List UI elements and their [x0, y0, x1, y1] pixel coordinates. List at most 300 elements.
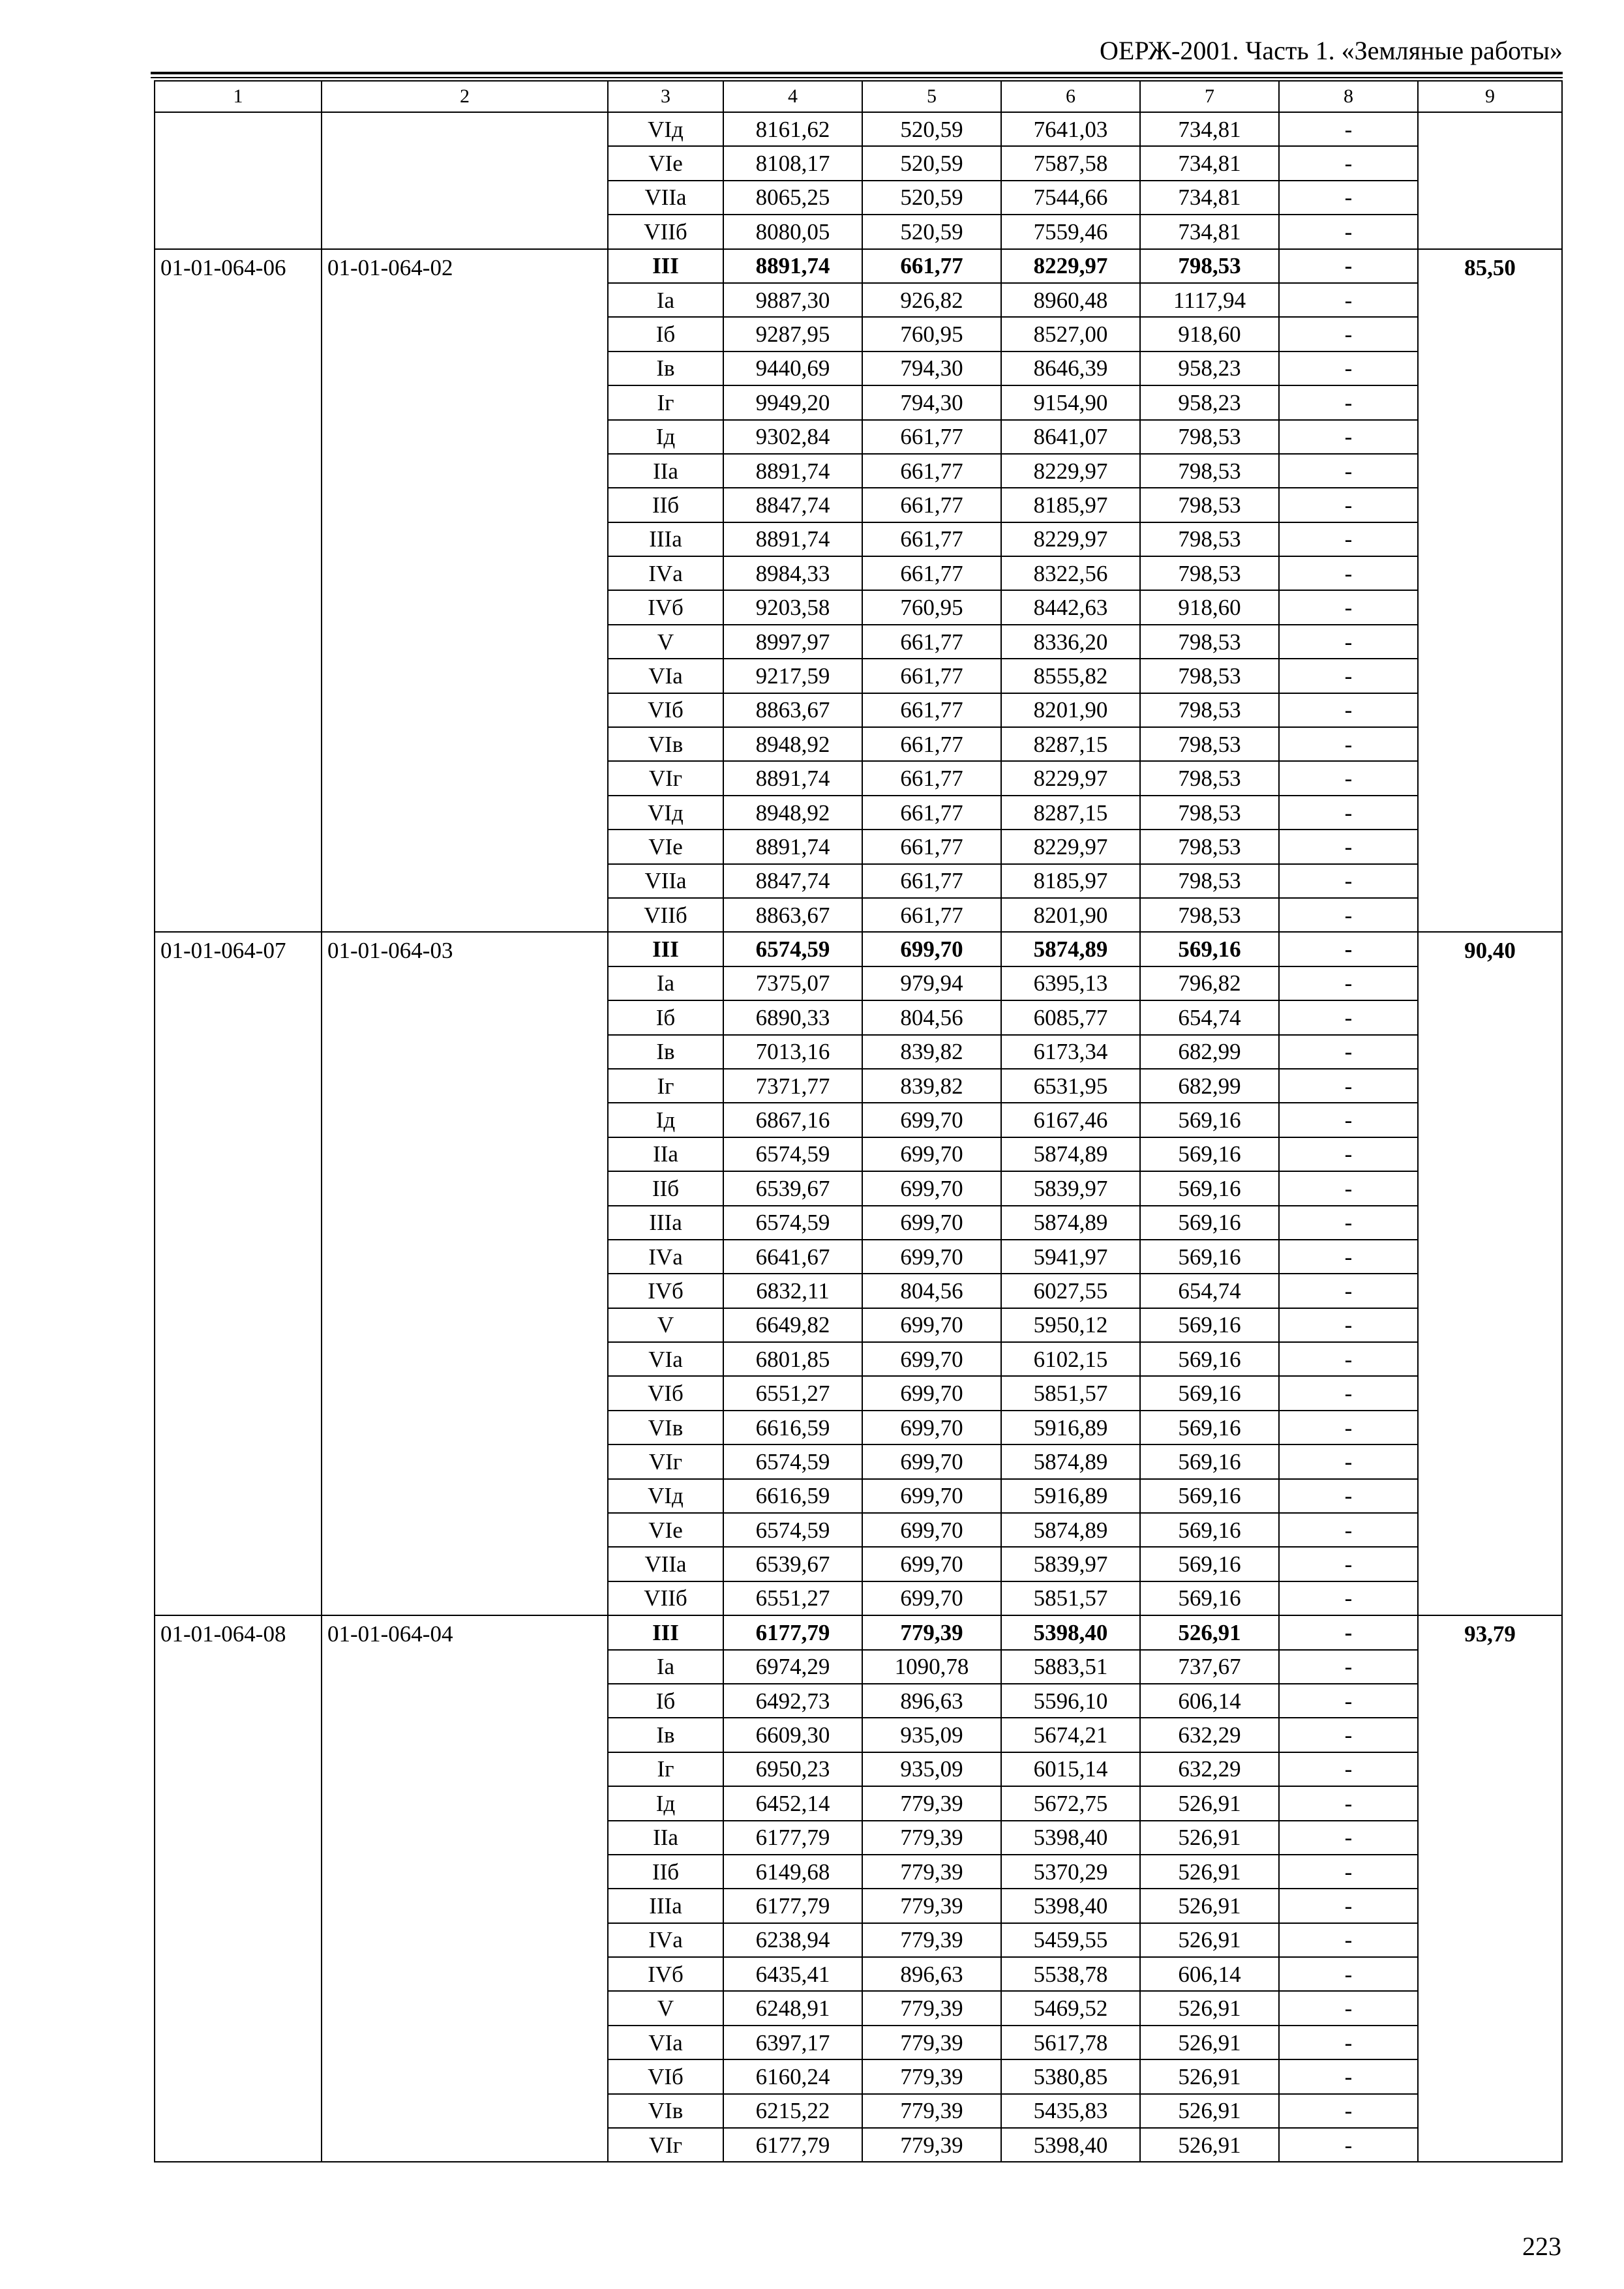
data-cell-col5: 794,30	[862, 352, 1001, 385]
data-cell-col7: 569,16	[1140, 1581, 1279, 1615]
data-cell-col4: 6574,59	[723, 1137, 862, 1171]
data-cell-col6: 5672,75	[1001, 1786, 1140, 1820]
data-cell-col4: 7375,07	[723, 966, 862, 1000]
data-cell-col8: -	[1279, 1718, 1418, 1752]
data-cell-col7: 737,67	[1140, 1650, 1279, 1684]
data-cell-col4: 6149,68	[723, 1855, 862, 1889]
table-row	[155, 112, 1562, 146]
data-cell-col5: 661,77	[862, 830, 1001, 863]
data-cell-col3: VIб	[608, 1376, 723, 1410]
data-cell-col6: 5874,89	[1001, 1513, 1140, 1547]
data-cell-col5: 804,56	[862, 1000, 1001, 1034]
page-number: 223	[1522, 2232, 1561, 2261]
data-cell-col4: 6452,14	[723, 1786, 862, 1820]
data-cell-col4: 9887,30	[723, 283, 862, 317]
data-cell-col4: 6974,29	[723, 1650, 862, 1684]
data-cell-col7: 734,81	[1140, 215, 1279, 248]
data-cell-col8: -	[1279, 796, 1418, 830]
data-cell-col8: -	[1279, 1342, 1418, 1376]
data-cell-col3: Iв	[608, 1718, 723, 1752]
data-cell-col6: 6167,46	[1001, 1103, 1140, 1137]
data-cell-col3: Iв	[608, 1035, 723, 1069]
data-cell-col5: 779,39	[862, 2094, 1001, 2128]
data-cell-col3: V	[608, 1991, 723, 2025]
data-cell-col8: -	[1279, 590, 1418, 624]
data-cell-col8: -	[1279, 1786, 1418, 1820]
data-cell-col4: 9287,95	[723, 317, 862, 351]
data-cell-col6: 5941,97	[1001, 1240, 1140, 1274]
data-cell-col5: 779,39	[862, 1991, 1001, 2025]
column-number: 1	[155, 81, 322, 112]
norm-code-cell	[155, 112, 322, 249]
data-cell-col4: 8161,62	[723, 112, 862, 146]
data-cell-col6: 5883,51	[1001, 1650, 1140, 1684]
data-cell-col3: VIд	[608, 1479, 723, 1513]
data-cell-col8: -	[1279, 1957, 1418, 1991]
data-cell-col8: -	[1279, 522, 1418, 556]
data-cell-col6: 8229,97	[1001, 830, 1140, 863]
data-cell-col4: 6890,33	[723, 1000, 862, 1034]
data-cell-col7: 682,99	[1140, 1035, 1279, 1069]
data-cell-col5: 661,77	[862, 454, 1001, 488]
data-cell-col3: IIIа	[608, 522, 723, 556]
data-cell-col8: -	[1279, 1137, 1418, 1171]
data-cell-col4: 6574,59	[723, 932, 862, 966]
data-cell-col4: 8891,74	[723, 522, 862, 556]
data-cell-col4: 6616,59	[723, 1411, 862, 1444]
data-cell-col6: 6102,15	[1001, 1342, 1140, 1376]
data-cell-col7: 798,53	[1140, 659, 1279, 693]
data-cell-col8: -	[1279, 1991, 1418, 2025]
data-cell-col7: 569,16	[1140, 1513, 1279, 1547]
data-cell-col7: 958,23	[1140, 352, 1279, 385]
data-cell-col6: 5435,83	[1001, 2094, 1140, 2128]
data-cell-col3: III	[608, 249, 723, 283]
data-cell-col8: -	[1279, 1376, 1418, 1410]
data-cell-col7: 632,29	[1140, 1718, 1279, 1752]
data-cell-col8: -	[1279, 1069, 1418, 1103]
data-cell-col8: -	[1279, 1581, 1418, 1615]
data-cell-col6: 7544,66	[1001, 181, 1140, 215]
data-cell-col7: 569,16	[1140, 1103, 1279, 1137]
data-cell-col4: 6609,30	[723, 1718, 862, 1752]
data-cell-col3: Iг	[608, 1069, 723, 1103]
column-number: 7	[1140, 81, 1279, 112]
data-cell-col5: 699,70	[862, 1240, 1001, 1274]
data-cell-col8: -	[1279, 1650, 1418, 1684]
data-cell-col8: -	[1279, 1821, 1418, 1855]
data-cell-col6: 8201,90	[1001, 898, 1140, 932]
base-code-cell: 01-01-064-02	[322, 249, 608, 933]
data-cell-col7: 632,29	[1140, 1752, 1279, 1786]
data-cell-col6: 8201,90	[1001, 693, 1140, 727]
data-cell-col8: -	[1279, 1103, 1418, 1137]
data-cell-col7: 569,16	[1140, 1411, 1279, 1444]
data-cell-col8: -	[1279, 727, 1418, 761]
data-cell-col3: VIг	[608, 761, 723, 795]
data-cell-col4: 6177,79	[723, 2128, 862, 2162]
data-cell-col8: -	[1279, 1479, 1418, 1513]
data-cell-col8: -	[1279, 966, 1418, 1000]
data-cell-col5: 699,70	[862, 1547, 1001, 1581]
data-cell-col8: -	[1279, 2026, 1418, 2059]
data-cell-col4: 8080,05	[723, 215, 862, 248]
data-cell-col4: 8847,74	[723, 488, 862, 522]
data-cell-col6: 8960,48	[1001, 283, 1140, 317]
data-cell-col8: -	[1279, 1308, 1418, 1342]
data-cell-col5: 699,70	[862, 1308, 1001, 1342]
data-cell-col7: 526,91	[1140, 1889, 1279, 1922]
data-cell-col6: 6173,34	[1001, 1035, 1140, 1069]
data-cell-col5: 699,70	[862, 1444, 1001, 1478]
data-cell-col3: IVб	[608, 1957, 723, 1991]
data-cell-col4: 8065,25	[723, 181, 862, 215]
data-cell-col6: 5874,89	[1001, 1206, 1140, 1240]
table-row	[155, 249, 1562, 283]
data-cell-col3: IIб	[608, 1855, 723, 1889]
data-cell-col8: -	[1279, 317, 1418, 351]
data-cell-col7: 798,53	[1140, 420, 1279, 454]
data-cell-col8: -	[1279, 1615, 1418, 1649]
data-cell-col6: 8336,20	[1001, 625, 1140, 659]
data-cell-col4: 6950,23	[723, 1752, 862, 1786]
data-cell-col3: IVб	[608, 590, 723, 624]
data-cell-col5: 935,09	[862, 1752, 1001, 1786]
data-cell-col6: 5380,85	[1001, 2059, 1140, 2093]
data-cell-col4: 6215,22	[723, 2094, 862, 2128]
data-cell-col5: 661,77	[862, 420, 1001, 454]
data-cell-col8: -	[1279, 420, 1418, 454]
rates-table	[154, 80, 1563, 2162]
data-cell-col4: 6801,85	[723, 1342, 862, 1376]
column-number: 3	[608, 81, 723, 112]
data-cell-col5: 779,39	[862, 1786, 1001, 1820]
data-cell-col6: 5839,97	[1001, 1547, 1140, 1581]
data-cell-col5: 661,77	[862, 761, 1001, 795]
data-cell-col4: 6867,16	[723, 1103, 862, 1137]
data-cell-col5: 1090,78	[862, 1650, 1001, 1684]
data-cell-col6: 5469,52	[1001, 1991, 1140, 2025]
data-cell-col6: 8527,00	[1001, 317, 1140, 351]
data-cell-col4: 6492,73	[723, 1684, 862, 1718]
data-cell-col6: 5916,89	[1001, 1411, 1140, 1444]
data-cell-col3: VIIа	[608, 181, 723, 215]
col9-value-cell	[1418, 112, 1562, 249]
data-cell-col8: -	[1279, 761, 1418, 795]
data-cell-col4: 8108,17	[723, 146, 862, 180]
data-cell-col3: V	[608, 625, 723, 659]
data-cell-col7: 958,23	[1140, 385, 1279, 419]
data-cell-col6: 8641,07	[1001, 420, 1140, 454]
data-cell-col7: 798,53	[1140, 761, 1279, 795]
data-cell-col4: 6641,67	[723, 1240, 862, 1274]
data-cell-col7: 798,53	[1140, 488, 1279, 522]
data-cell-col3: VIIб	[608, 215, 723, 248]
data-cell-col5: 661,77	[862, 796, 1001, 830]
data-cell-col5: 699,70	[862, 1411, 1001, 1444]
data-cell-col6: 8229,97	[1001, 522, 1140, 556]
data-cell-col3: IIа	[608, 454, 723, 488]
data-cell-col4: 6832,11	[723, 1274, 862, 1308]
col9-value-cell: 93,79	[1418, 1615, 1562, 2162]
data-cell-col3: VIб	[608, 693, 723, 727]
data-cell-col3: IVа	[608, 1923, 723, 1957]
data-cell-col6: 6015,14	[1001, 1752, 1140, 1786]
data-cell-col8: -	[1279, 181, 1418, 215]
data-cell-col7: 569,16	[1140, 1376, 1279, 1410]
data-cell-col8: -	[1279, 146, 1418, 180]
data-cell-col6: 5874,89	[1001, 1444, 1140, 1478]
data-cell-col6: 5370,29	[1001, 1855, 1140, 1889]
data-cell-col5: 779,39	[862, 1615, 1001, 1649]
data-cell-col5: 896,63	[862, 1957, 1001, 1991]
data-cell-col6: 8287,15	[1001, 727, 1140, 761]
data-cell-col8: -	[1279, 556, 1418, 590]
data-cell-col3: VIв	[608, 1411, 723, 1444]
data-cell-col8: -	[1279, 1274, 1418, 1308]
data-cell-col5: 661,77	[862, 727, 1001, 761]
data-cell-col7: 734,81	[1140, 181, 1279, 215]
data-cell-col7: 798,53	[1140, 796, 1279, 830]
data-cell-col8: -	[1279, 659, 1418, 693]
data-cell-col3: VIе	[608, 146, 723, 180]
data-cell-col4: 6435,41	[723, 1957, 862, 1991]
data-cell-col5: 779,39	[862, 1821, 1001, 1855]
data-cell-col5: 699,70	[862, 932, 1001, 966]
data-cell-col7: 734,81	[1140, 146, 1279, 180]
data-cell-col3: VIв	[608, 2094, 723, 2128]
data-cell-col7: 569,16	[1140, 1547, 1279, 1581]
data-cell-col5: 661,77	[862, 693, 1001, 727]
base-code-cell: 01-01-064-04	[322, 1615, 608, 2162]
data-cell-col8: -	[1279, 1000, 1418, 1034]
data-cell-col4: 6238,94	[723, 1923, 862, 1957]
data-cell-col4: 7013,16	[723, 1035, 862, 1069]
col9-value-cell: 85,50	[1418, 249, 1562, 933]
data-cell-col5: 779,39	[862, 1889, 1001, 1922]
data-cell-col7: 798,53	[1140, 556, 1279, 590]
data-cell-col5: 760,95	[862, 590, 1001, 624]
data-cell-col6: 5851,57	[1001, 1376, 1140, 1410]
data-cell-col5: 520,59	[862, 181, 1001, 215]
data-cell-col3: VIг	[608, 2128, 723, 2162]
column-number: 6	[1001, 81, 1140, 112]
data-cell-col6: 5674,21	[1001, 1718, 1140, 1752]
data-cell-col5: 661,77	[862, 249, 1001, 283]
data-cell-col5: 779,39	[862, 2128, 1001, 2162]
data-cell-col3: Iг	[608, 1752, 723, 1786]
table-row	[155, 1615, 1562, 1649]
data-cell-col3: Iб	[608, 1684, 723, 1718]
data-cell-col5: 779,39	[862, 1855, 1001, 1889]
data-cell-col3: IIIа	[608, 1206, 723, 1240]
data-cell-col4: 6551,27	[723, 1376, 862, 1410]
data-cell-col7: 569,16	[1140, 1240, 1279, 1274]
data-cell-col6: 5398,40	[1001, 1889, 1140, 1922]
data-cell-col6: 5851,57	[1001, 1581, 1140, 1615]
data-cell-col4: 6397,17	[723, 2026, 862, 2059]
data-cell-col8: -	[1279, 1855, 1418, 1889]
data-cell-col4: 8863,67	[723, 898, 862, 932]
data-cell-col7: 798,53	[1140, 625, 1279, 659]
data-cell-col6: 7559,46	[1001, 215, 1140, 248]
data-cell-col4: 8891,74	[723, 249, 862, 283]
data-cell-col7: 798,53	[1140, 454, 1279, 488]
data-cell-col3: IVа	[608, 1240, 723, 1274]
data-cell-col8: -	[1279, 693, 1418, 727]
data-cell-col8: -	[1279, 1171, 1418, 1205]
data-cell-col5: 661,77	[862, 556, 1001, 590]
data-cell-col3: IIа	[608, 1137, 723, 1171]
column-number: 9	[1418, 81, 1562, 112]
data-cell-col5: 661,77	[862, 625, 1001, 659]
data-cell-col5: 661,77	[862, 522, 1001, 556]
data-cell-col4: 6160,24	[723, 2059, 862, 2093]
data-cell-col6: 5874,89	[1001, 932, 1140, 966]
data-cell-col4: 6177,79	[723, 1615, 862, 1649]
data-cell-col3: VIа	[608, 2026, 723, 2059]
data-cell-col7: 796,82	[1140, 966, 1279, 1000]
data-cell-col8: -	[1279, 1444, 1418, 1478]
data-cell-col6: 8185,97	[1001, 864, 1140, 898]
data-cell-col6: 5596,10	[1001, 1684, 1140, 1718]
data-cell-col5: 779,39	[862, 2026, 1001, 2059]
data-cell-col7: 798,53	[1140, 898, 1279, 932]
data-cell-col4: 8984,33	[723, 556, 862, 590]
data-cell-col6: 8229,97	[1001, 761, 1140, 795]
data-cell-col6: 5874,89	[1001, 1137, 1140, 1171]
data-cell-col5: 979,94	[862, 966, 1001, 1000]
data-cell-col7: 526,91	[1140, 2094, 1279, 2128]
data-cell-col5: 661,77	[862, 898, 1001, 932]
data-cell-col8: -	[1279, 864, 1418, 898]
data-cell-col8: -	[1279, 1889, 1418, 1922]
data-cell-col6: 8442,63	[1001, 590, 1140, 624]
data-cell-col6: 5398,40	[1001, 1615, 1140, 1649]
data-cell-col6: 9154,90	[1001, 385, 1140, 419]
data-cell-col8: -	[1279, 1547, 1418, 1581]
data-cell-col4: 8891,74	[723, 454, 862, 488]
data-cell-col7: 798,53	[1140, 249, 1279, 283]
data-cell-col4: 9203,58	[723, 590, 862, 624]
data-cell-col3: Iа	[608, 1650, 723, 1684]
data-cell-col8: -	[1279, 352, 1418, 385]
data-cell-col5: 926,82	[862, 283, 1001, 317]
data-cell-col3: VIIа	[608, 1547, 723, 1581]
data-cell-col4: 6177,79	[723, 1889, 862, 1922]
data-cell-col4: 9440,69	[723, 352, 862, 385]
data-cell-col8: -	[1279, 1513, 1418, 1547]
data-cell-col7: 798,53	[1140, 830, 1279, 863]
data-cell-col3: Iд	[608, 420, 723, 454]
data-cell-col4: 7371,77	[723, 1069, 862, 1103]
data-cell-col3: IVб	[608, 1274, 723, 1308]
data-cell-col7: 569,16	[1140, 1137, 1279, 1171]
data-cell-col5: 699,70	[862, 1137, 1001, 1171]
data-cell-col4: 6248,91	[723, 1991, 862, 2025]
data-cell-col5: 699,70	[862, 1513, 1001, 1547]
data-cell-col3: IVа	[608, 556, 723, 590]
data-cell-col8: -	[1279, 1684, 1418, 1718]
data-cell-col3: Iб	[608, 317, 723, 351]
data-cell-col3: Iа	[608, 283, 723, 317]
data-cell-col4: 8997,97	[723, 625, 862, 659]
data-cell-col7: 526,91	[1140, 2059, 1279, 2093]
data-cell-col7: 569,16	[1140, 1342, 1279, 1376]
data-cell-col6: 5950,12	[1001, 1308, 1140, 1342]
data-cell-col8: -	[1279, 932, 1418, 966]
data-cell-col7: 798,53	[1140, 727, 1279, 761]
data-cell-col5: 839,82	[862, 1069, 1001, 1103]
data-cell-col7: 918,60	[1140, 317, 1279, 351]
data-cell-col6: 5916,89	[1001, 1479, 1140, 1513]
data-cell-col5: 699,70	[862, 1581, 1001, 1615]
data-cell-col3: VIIб	[608, 1581, 723, 1615]
data-cell-col6: 5538,78	[1001, 1957, 1140, 1991]
data-cell-col4: 6649,82	[723, 1308, 862, 1342]
data-cell-col7: 526,91	[1140, 1855, 1279, 1889]
data-cell-col6: 7587,58	[1001, 146, 1140, 180]
column-number: 5	[862, 81, 1001, 112]
page-header-title: ОЕРЖ-2001. Часть 1. «Земляные работы»	[1100, 36, 1563, 65]
base-code-cell: 01-01-064-03	[322, 932, 608, 1615]
data-cell-col6: 6395,13	[1001, 966, 1140, 1000]
data-cell-col5: 699,70	[862, 1103, 1001, 1137]
data-cell-col5: 661,77	[862, 659, 1001, 693]
data-cell-col3: Iд	[608, 1103, 723, 1137]
data-cell-col5: 896,63	[862, 1684, 1001, 1718]
data-cell-col7: 526,91	[1140, 2128, 1279, 2162]
data-cell-col7: 798,53	[1140, 522, 1279, 556]
data-cell-col5: 699,70	[862, 1206, 1001, 1240]
data-cell-col4: 8847,74	[723, 864, 862, 898]
data-cell-col7: 682,99	[1140, 1069, 1279, 1103]
data-cell-col7: 606,14	[1140, 1957, 1279, 1991]
column-number: 8	[1279, 81, 1418, 112]
data-cell-col3: IIб	[608, 1171, 723, 1205]
data-cell-col8: -	[1279, 385, 1418, 419]
data-cell-col6: 7641,03	[1001, 112, 1140, 146]
data-cell-col4: 6574,59	[723, 1513, 862, 1547]
data-cell-col8: -	[1279, 625, 1418, 659]
data-cell-col3: VIб	[608, 2059, 723, 2093]
data-cell-col3: VIд	[608, 796, 723, 830]
data-cell-col8: -	[1279, 215, 1418, 248]
data-cell-col8: -	[1279, 454, 1418, 488]
data-cell-col5: 520,59	[862, 112, 1001, 146]
data-cell-col3: Iг	[608, 385, 723, 419]
data-cell-col4: 6616,59	[723, 1479, 862, 1513]
data-cell-col3: VIе	[608, 1513, 723, 1547]
data-cell-col7: 569,16	[1140, 1171, 1279, 1205]
data-cell-col3: VIе	[608, 830, 723, 863]
data-cell-col5: 661,77	[862, 488, 1001, 522]
data-cell-col4: 8891,74	[723, 830, 862, 863]
data-cell-col4: 9949,20	[723, 385, 862, 419]
data-cell-col4: 8891,74	[723, 761, 862, 795]
data-cell-col3: IIа	[608, 1821, 723, 1855]
data-cell-col3: Iа	[608, 966, 723, 1000]
data-cell-col5: 699,70	[862, 1171, 1001, 1205]
data-cell-col6: 8287,15	[1001, 796, 1140, 830]
data-cell-col4: 6574,59	[723, 1206, 862, 1240]
data-cell-col7: 569,16	[1140, 932, 1279, 966]
data-cell-col7: 654,74	[1140, 1000, 1279, 1034]
data-cell-col3: VIг	[608, 1444, 723, 1478]
header-rule-thin	[151, 77, 1563, 78]
data-cell-col3: V	[608, 1308, 723, 1342]
data-cell-col5: 760,95	[862, 317, 1001, 351]
